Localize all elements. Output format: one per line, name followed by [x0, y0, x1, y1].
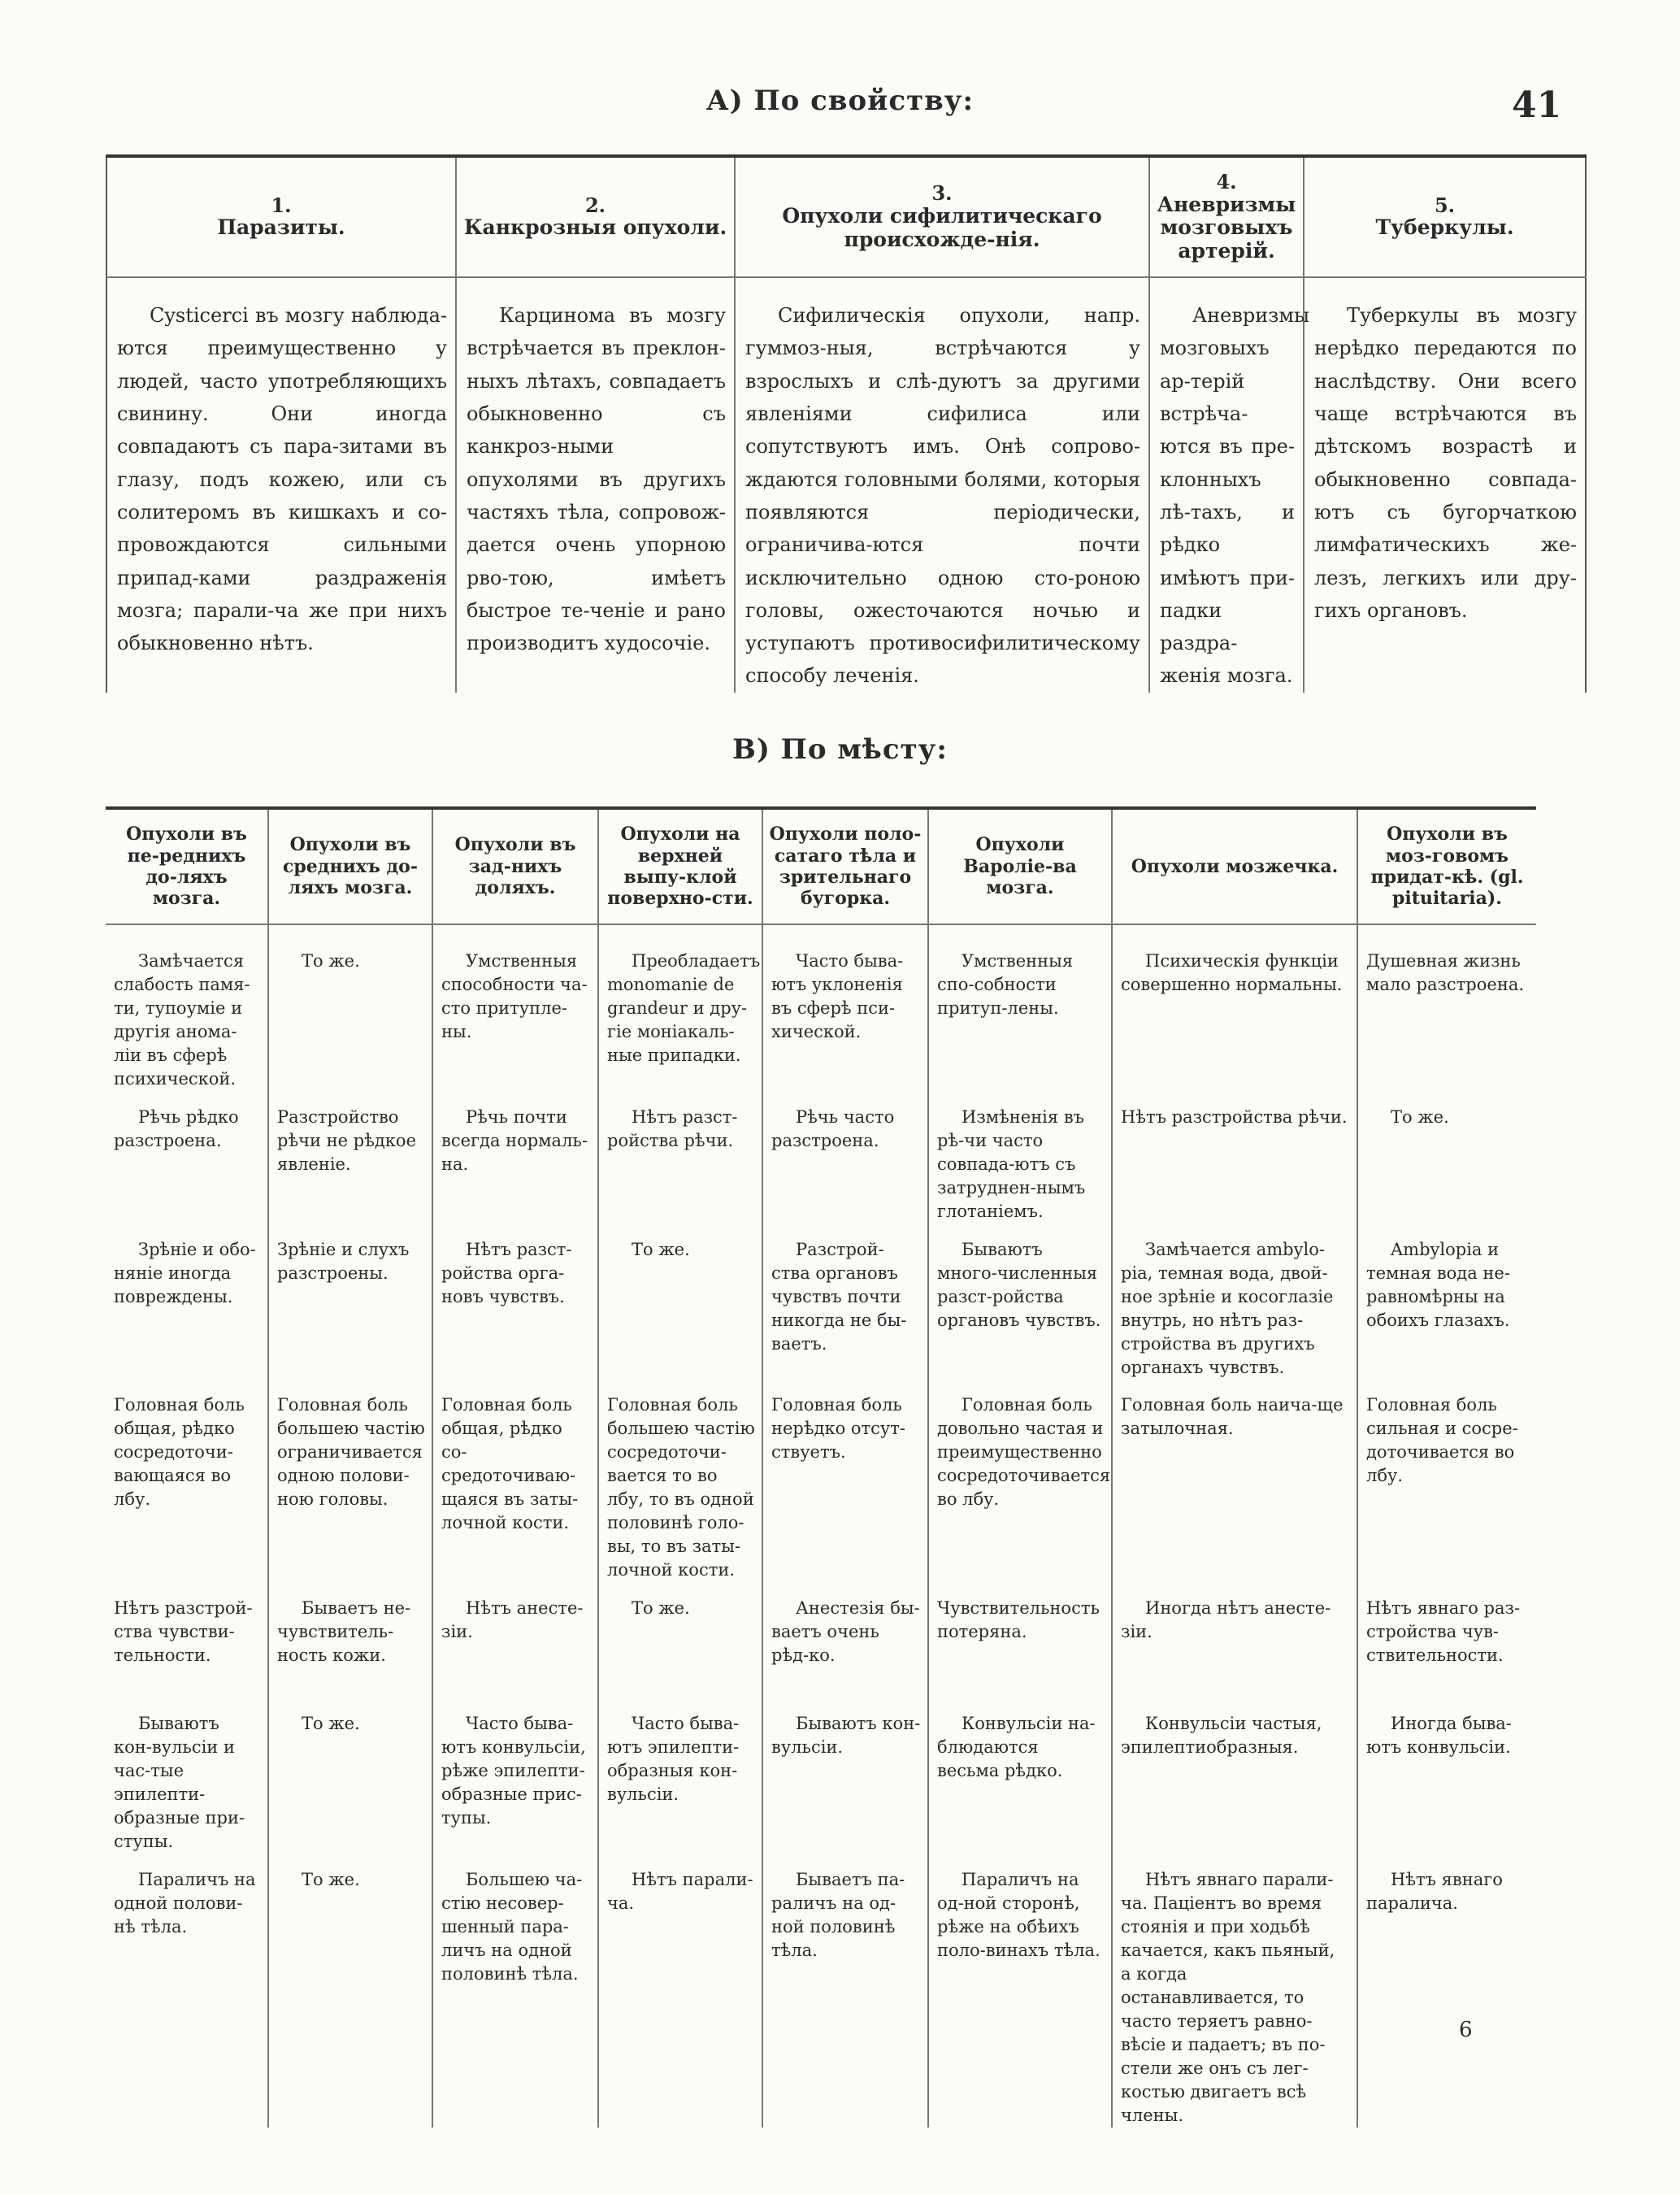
- table-row: [106, 1582, 1536, 1697]
- column-header: Опухоли мозжечка.: [1112, 808, 1357, 924]
- table-cell: То же.: [598, 1224, 762, 1380]
- table-cell: Разстрой-ства органовъ чувствъ почти никогда не бы-ваетъ.: [762, 1224, 928, 1380]
- column-header: [735, 156, 1149, 277]
- table-row: [106, 1091, 1536, 1224]
- table-cell: Часто быва-ютъ конвульсіи, рѣже эпилепти-образные прис-тупы.: [432, 1697, 598, 1854]
- table-cell: Измѣненія въ рѣ-чи часто совпада-ютъ съ затруднен-нымъ глотаніемъ.: [928, 1091, 1112, 1224]
- table-cell: Зрѣніе и обо-няніе иногда повреждены.: [114, 1239, 256, 1306]
- column-number: 4.: [1216, 170, 1237, 194]
- table-cell: То же.: [1357, 1091, 1536, 1224]
- table-cell: Бываютъ много-численныя разст-ройства органовъ чувствъ.: [928, 1224, 1112, 1380]
- table-cell: Рѣчь часто разстроена.: [762, 1091, 928, 1224]
- table-cell: Головная боль довольно частая и преимущественно сосредоточивается во лбу.: [928, 1379, 1112, 1582]
- table-by-property: [106, 154, 1587, 693]
- section-b-title: В) По мѣсту:: [732, 733, 948, 766]
- section-a-title: А) По свойству:: [705, 85, 975, 117]
- table-cell: Разстройство рѣчи не рѣдкое явленіе.: [268, 1091, 432, 1224]
- signature-mark: 6: [1459, 2018, 1473, 2042]
- column-number: 3.: [931, 181, 953, 206]
- table-cell: Умственныя способности ча-сто притупле-ны.: [432, 924, 598, 1091]
- table-cell: Нѣтъ явнаго парали-ча. Паціентъ во время стоянія и при ходьбѣ качается, какъ пьяный, а когда останавливается, то часто теряетъ равно-вѣсіе и падаетъ; въ по-стели же онъ съ лег-костью двигаетъ всѣ члены.: [1112, 1854, 1357, 2128]
- table-cell: Нѣтъ анесте-зіи.: [432, 1582, 598, 1697]
- column-header: Опухоли Вароліе-ва мозга.: [928, 808, 1112, 924]
- table-cell: Бываетъ не-чувствитель-ность кожи.: [268, 1582, 432, 1697]
- table-cell: Бываетъ па-раличъ на од-ной половинѣ тѣла.: [762, 1854, 928, 2128]
- table-cell: Преобладаетъ monomanie de grandeur и дру-гіе моніакаль-ные припадки.: [598, 924, 762, 1091]
- table-cell: Нѣтъ разст-ройства орга-новъ чувствъ.: [432, 1224, 598, 1380]
- table-row: [106, 1379, 1536, 1582]
- table-cell: Нѣтъ разст-ройства рѣчи.: [598, 1091, 762, 1224]
- column-label: Туберкулы.: [1375, 215, 1514, 240]
- table-row: [106, 277, 1586, 693]
- column-label: Канкрозныя опухоли.: [463, 215, 727, 240]
- table-cell: То же.: [268, 1697, 432, 1854]
- column-number: 1.: [271, 193, 292, 217]
- table-header-row: [106, 156, 1586, 277]
- column-header: [1304, 156, 1586, 277]
- table-cell: Нѣтъ явнаго раз-стройства чув-ствительности.: [1357, 1582, 1536, 1697]
- table-cell: Головная боль нерѣдко отсут-ствуетъ.: [762, 1379, 928, 1582]
- table-cell: Нѣтъ разстройства рѣчи.: [1112, 1091, 1357, 1224]
- table-cell: Бываютъ кон-вульсіи.: [762, 1697, 928, 1854]
- table-cell: То же.: [268, 924, 432, 1091]
- table-cell: Часто быва-ютъ эпилепти-образныя кон-вульсіи.: [598, 1697, 762, 1854]
- table-cell: То же.: [268, 1854, 432, 2128]
- column-number: 5.: [1434, 193, 1456, 217]
- table-cell: Большею ча-стію несовер-шенный пара-личъ на одной половинѣ тѣла.: [432, 1854, 598, 2128]
- table-cell: Зрѣніе и слухъ разстроены.: [268, 1224, 432, 1380]
- table-cell: Умственныя спо-собности притуп-лены.: [928, 924, 1112, 1091]
- table-cell: Душевная жизнь мало разстроена.: [1357, 924, 1536, 1091]
- table-cell: Аневризмы мозговыхъ ар-терій встрѣча-ются въ пре-клонныхъ лѣ-тахъ, и рѣдко имѣютъ при-падки раздра-женія мозга.: [1149, 277, 1304, 693]
- table-cell: Чувствительность потеряна.: [928, 1582, 1112, 1697]
- table-cell: Иногда нѣтъ анесте-зіи.: [1112, 1582, 1357, 1697]
- table-cell: Психическія функціи совершенно нормальны.: [1112, 924, 1357, 1091]
- table-cell: Головная боль общая, рѣдко сосредоточи-вающаяся во лбу.: [114, 1395, 245, 1510]
- column-header: [456, 156, 735, 277]
- table-cell: Бываютъ кон-вульсіи и час-тые эпилепти-образные при-ступы.: [114, 1714, 245, 1852]
- table-cell: Рѣчь рѣдко разстроена.: [114, 1106, 239, 1150]
- table-cell: Параличъ на од-ной сторонѣ, рѣже на обѣихъ поло-винахъ тѣла.: [928, 1854, 1112, 2128]
- table-row: [106, 1697, 1536, 1854]
- table-cell: Головная боль сильная и сосре-доточивается во лбу.: [1357, 1379, 1536, 1582]
- table-cell: Ambylopia и темная вода не-равномѣрны на обоихъ глазахъ.: [1357, 1224, 1536, 1380]
- column-header: Опухоли въ среднихъ до-ляхъ мозга.: [268, 808, 432, 924]
- table-cell: Конвульсіи на-блюдаются весьма рѣдко.: [928, 1697, 1112, 1854]
- column-header: Опухоли въ моз-говомъ придат-кѣ. (gl. pituitaria).: [1357, 808, 1536, 924]
- table-cell: Нѣтъ явнаго паралича.: [1357, 1854, 1536, 2128]
- table-cell: Головная боль наича-ще затылочная.: [1112, 1379, 1357, 1582]
- table-cell: Нѣтъ парали-ча.: [598, 1854, 762, 2128]
- table-cell: Головная боль большею частію сосредоточи-вается то во лбу, то въ одной половинѣ голо-вы, то въ заты-лочной кости.: [598, 1379, 762, 1582]
- table-cell: Карцинома въ мозгу встрѣчается въ преклон-ныхъ лѣтахъ, совпадаетъ обыкновенно съ канкроз-ными опухолями въ другихъ частяхъ тѣла, сопровож-дается очень упорною рво-тою, имѣетъ быстрое те-ченіе и рано производитъ худосочіе.: [456, 277, 735, 693]
- column-header: Опухоли въ пе-реднихъ до-ляхъ мозга.: [106, 808, 268, 924]
- table-cell: Нѣтъ разстрой-ства чувстви-тельности.: [114, 1598, 253, 1666]
- column-label: Опухоли сифилитическаго происхожде-нія.: [782, 204, 1102, 251]
- column-header: [1149, 156, 1304, 277]
- table-cell: Замѣчается ambylo-pia, темная вода, двой-ное зрѣніе и косоглазіе внутрь, но нѣтъ раз-стройства въ другихъ органахъ чувствъ.: [1112, 1224, 1357, 1380]
- table-cell: Часто быва-ютъ уклоненія въ сферѣ пси-хической.: [762, 924, 928, 1091]
- column-header: Опухоли въ зад-нихъ доляхъ.: [432, 808, 598, 924]
- table-cell: Головная боль большею частію ограничивается одною полови-ною головы.: [268, 1379, 432, 1582]
- column-number: 2.: [584, 193, 606, 217]
- table-cell: Замѣчается слабость памя-ти, тупоуміе и другія анома-ліи въ сферѣ психической.: [114, 951, 250, 1089]
- column-header: Опухоли на верхней выпу-клой поверхно-сти.: [598, 808, 762, 924]
- table-cell: Туберкулы въ мозгу нерѣдко передаются по наслѣдству. Они всего чаще встрѣчаются въ дѣтскомъ возрастѣ и обыкновенно совпада-ютъ съ бугорчаткою лимфатическихъ же-лезъ, легкихъ или дру-гихъ органовъ.: [1304, 277, 1586, 693]
- table-cell: Иногда быва-ютъ конвульсіи.: [1357, 1697, 1536, 1854]
- page-number: 41: [1512, 85, 1562, 126]
- table-cell: Рѣчь почти всегда нормаль-на.: [432, 1091, 598, 1224]
- column-header: [106, 156, 456, 277]
- table-row: [106, 924, 1536, 1091]
- table-cell: Головная боль общая, рѣдко со-средоточиваю-щаяся въ заты-лочной кости.: [432, 1379, 598, 1582]
- table-cell: Параличъ на одной полови-нѣ тѣла.: [114, 1870, 256, 1936]
- column-header: Опухоли поло-сатаго тѣла и зрительнаго бугорка.: [762, 808, 928, 924]
- table-row: [106, 1854, 1536, 2128]
- table-cell: Анестезія бы-ваетъ очень рѣд-ко.: [762, 1582, 928, 1697]
- table-by-location: [106, 806, 1536, 2128]
- table-cell: Cysticerci въ мозгу наблюда-ются преимущественно у людей, часто употребляющихъ свинину. Они иногда совпадаютъ съ пара-зитами въ глазу, подъ кожею, или съ солитеромъ въ кишкахъ и со-провождаются сильными припад-ками раздраженія мозга; парали-ча же при нихъ обыкновенно нѣтъ.: [117, 304, 447, 655]
- table-header-row: [106, 808, 1536, 924]
- table-cell: Конвульсіи частыя, эпилептиобразныя.: [1112, 1697, 1357, 1854]
- column-label: Аневризмы мозговыхъ артерій.: [1157, 192, 1296, 263]
- column-label: Паразиты.: [217, 215, 345, 240]
- table-cell: Сифилическія опухоли, напр. гуммоз-ныя, встрѣчаются у взрослыхъ и слѣ-дуютъ за другими явленіями сифилиса или сопутствуютъ имъ. Онѣ сопрово-ждаются головными болями, которыя появляются періодически, ограничива-ются почти исключительно одною сто-роною головы, ожесточаются ночью и уступаютъ противосифилитическому способу леченія.: [735, 277, 1149, 693]
- table-cell: То же.: [598, 1582, 762, 1697]
- table-row: [106, 1224, 1536, 1380]
